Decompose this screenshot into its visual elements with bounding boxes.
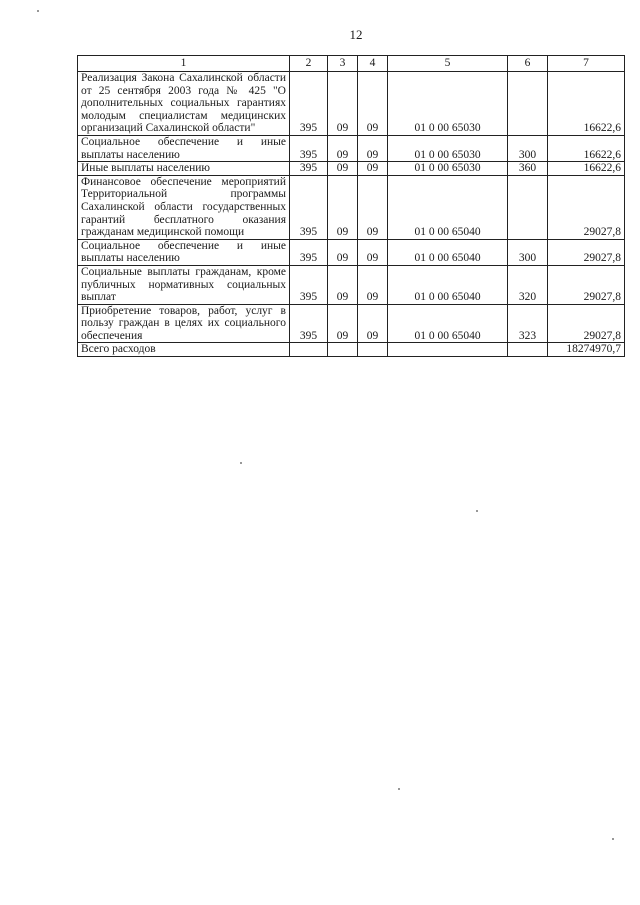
table-row bbox=[78, 304, 625, 343]
subsection-cell: 09 bbox=[358, 175, 388, 239]
amount-cell: 16622,6 bbox=[548, 72, 625, 136]
target-article-cell: 01 0 00 65040 bbox=[388, 175, 508, 239]
expense-type-cell bbox=[508, 343, 548, 357]
expense-type-cell: 360 bbox=[508, 162, 548, 176]
table-row bbox=[78, 162, 625, 176]
subsection-cell bbox=[358, 343, 388, 357]
row-name-cell: Социальные выплаты гражданам, кроме публичных нормативных социальных выплат bbox=[78, 265, 290, 304]
expense-type-cell bbox=[508, 175, 548, 239]
target-article-cell bbox=[388, 343, 508, 357]
expense-type-cell: 320 bbox=[508, 265, 548, 304]
subsection-cell: 09 bbox=[358, 72, 388, 136]
section-cell: 09 bbox=[328, 72, 358, 136]
amount-cell: 29027,8 bbox=[548, 265, 625, 304]
table-row bbox=[78, 135, 625, 161]
target-article-cell: 01 0 00 65030 bbox=[388, 72, 508, 136]
header-row bbox=[78, 56, 625, 72]
expense-type-cell: 323 bbox=[508, 304, 548, 343]
column-header-2: 2 bbox=[290, 56, 328, 72]
section-cell: 09 bbox=[328, 239, 358, 265]
scan-speck bbox=[398, 788, 400, 790]
section-cell bbox=[328, 343, 358, 357]
table-row bbox=[78, 265, 625, 304]
column-header-3: 3 bbox=[328, 56, 358, 72]
page-number: 12 bbox=[349, 27, 363, 42]
total-label-cell: Всего расходов bbox=[78, 343, 290, 357]
column-header-7: 7 bbox=[548, 56, 625, 72]
total-amount-cell: 18274970,7 bbox=[548, 343, 625, 357]
expense-type-cell: 300 bbox=[508, 135, 548, 161]
scan-speck bbox=[240, 462, 242, 464]
row-name-cell: Иные выплаты населению bbox=[78, 162, 290, 176]
table-row bbox=[78, 239, 625, 265]
row-name-cell: Социальное обеспечение и иные выплаты населению bbox=[78, 239, 290, 265]
section-cell: 09 bbox=[328, 175, 358, 239]
column-header-6: 6 bbox=[508, 56, 548, 72]
section-cell: 09 bbox=[328, 304, 358, 343]
target-article-cell: 01 0 00 65040 bbox=[388, 265, 508, 304]
subsection-cell: 09 bbox=[358, 265, 388, 304]
table-row bbox=[78, 175, 625, 239]
row-name-cell: Финансовое обеспечение мероприятий Территориальной программы Сахалинской области государственных гарантий бесплатного оказания гражданам медицинской помощи bbox=[78, 175, 290, 239]
subsection-cell: 09 bbox=[358, 304, 388, 343]
amount-cell: 29027,8 bbox=[548, 175, 625, 239]
amount-cell: 16622,6 bbox=[548, 135, 625, 161]
scan-speck bbox=[37, 10, 39, 12]
amount-cell: 16622,6 bbox=[548, 162, 625, 176]
scan-speck bbox=[612, 838, 614, 840]
row-name-cell: Социальное обеспечение и иные выплаты населению bbox=[78, 135, 290, 161]
row-name-cell: Реализация Закона Сахалинской области от 25 сентября 2003 года № 425 "О дополнительных социальных гарантиях молодым специалистам медицинских организаций Сахалинской области" bbox=[78, 72, 290, 136]
section-cell: 09 bbox=[328, 162, 358, 176]
code-cell: 395 bbox=[290, 135, 328, 161]
section-cell: 09 bbox=[328, 265, 358, 304]
scan-speck bbox=[476, 510, 478, 512]
table-row bbox=[78, 72, 625, 136]
target-article-cell: 01 0 00 65030 bbox=[388, 135, 508, 161]
expense-type-cell bbox=[508, 72, 548, 136]
subsection-cell: 09 bbox=[358, 239, 388, 265]
code-cell: 395 bbox=[290, 265, 328, 304]
column-header-4: 4 bbox=[358, 56, 388, 72]
amount-cell: 29027,8 bbox=[548, 304, 625, 343]
target-article-cell: 01 0 00 65040 bbox=[388, 304, 508, 343]
expense-type-cell: 300 bbox=[508, 239, 548, 265]
code-cell: 395 bbox=[290, 304, 328, 343]
target-article-cell: 01 0 00 65040 bbox=[388, 239, 508, 265]
budget-table bbox=[77, 55, 625, 357]
code-cell bbox=[290, 343, 328, 357]
target-article-cell: 01 0 00 65030 bbox=[388, 162, 508, 176]
amount-cell: 29027,8 bbox=[548, 239, 625, 265]
code-cell: 395 bbox=[290, 72, 328, 136]
code-cell: 395 bbox=[290, 175, 328, 239]
subsection-cell: 09 bbox=[358, 162, 388, 176]
code-cell: 395 bbox=[290, 162, 328, 176]
row-name-cell: Приобретение товаров, работ, услуг в пользу граждан в целях их социального обеспечения bbox=[78, 304, 290, 343]
code-cell: 395 bbox=[290, 239, 328, 265]
subsection-cell: 09 bbox=[358, 135, 388, 161]
section-cell: 09 bbox=[328, 135, 358, 161]
total-row bbox=[78, 343, 625, 357]
column-header-5: 5 bbox=[388, 56, 508, 72]
column-header-1: 1 bbox=[78, 56, 290, 72]
